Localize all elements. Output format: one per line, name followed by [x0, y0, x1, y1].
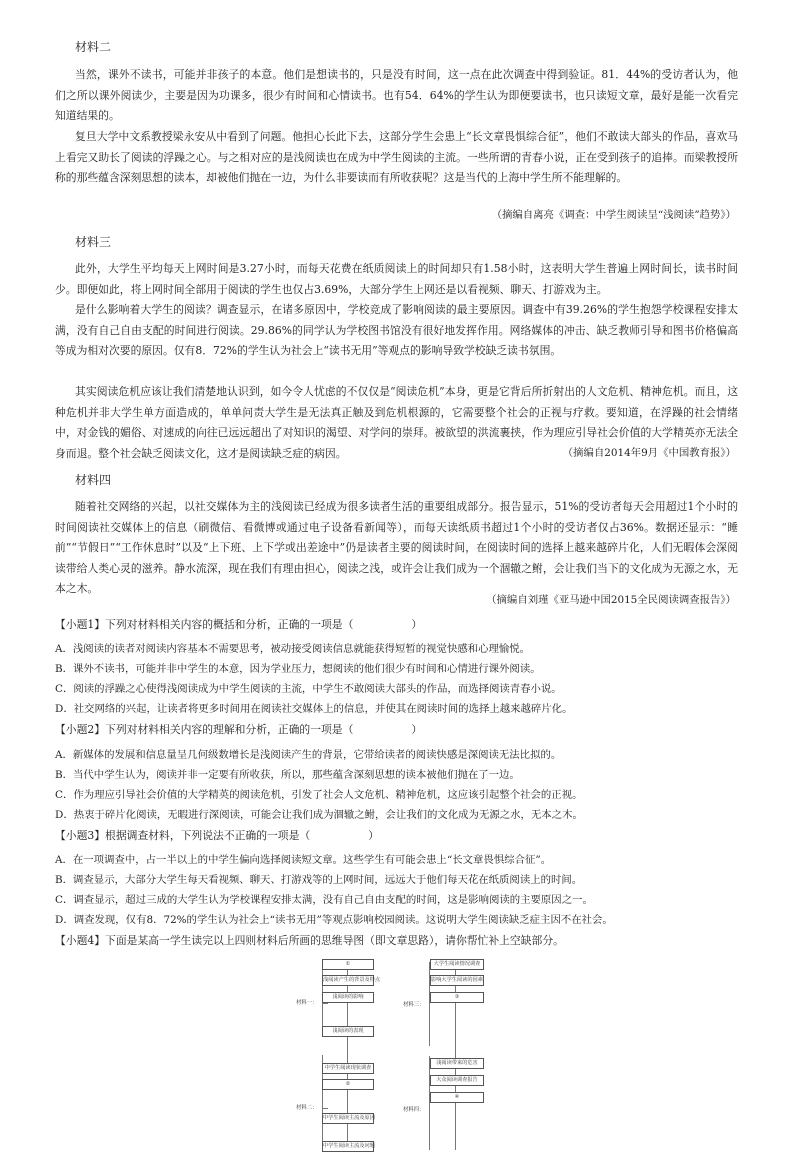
material2-paragraph-1: 当然，课外不读书，可能并非孩子的本意。他们是想读书的，只是没有时间，这一点在此次调查中得到验证。81．44%的受访者认为，他们之所以课外阅读少，主要是因为功课多，很少有时间和心情读书。也有54．64%的学生认为即便要读书，也只读短文章，最好是能一次看完知道结果的。	[55, 68, 738, 122]
question-1-text: 【小题1】下列对材料相关内容的概括和分析，正确的一项是（	[55, 618, 354, 631]
question-3-stem	[55, 826, 745, 846]
mindmap-label-material1: 材料一：	[296, 1000, 318, 1006]
question-2-close: ）	[411, 723, 423, 736]
material3-source: （摘编自2014年9月《中国教育报》）	[562, 447, 736, 459]
mindmap-left-box-1[interactable]: ①	[322, 959, 374, 970]
mindmap-right-box-3[interactable]: ③	[430, 992, 484, 1003]
material3-paragraph-1: 此外，大学生平均每天上网时间是3.27小时，而每天花费在纸质阅读上的时间却只有1.58小时，这表明大学生普遍上网时间长，读书时间少。即便如此，将上网时间全部用于阅读的学生也仅占3.69%，大部分学生上网还是以看视频、聊天、打游戏为主。	[55, 262, 738, 296]
mindmap-right-brace-2	[429, 1056, 430, 1150]
question-1-stem	[55, 615, 745, 635]
mindmap-right-box-6[interactable]: ④	[430, 1092, 484, 1103]
mindmap-right-box-2: 影响大学生阅读的因素	[430, 975, 484, 986]
mindmap-left-box-7: 中学生阅读主流及原因	[322, 1113, 374, 1124]
mindmap-left-box-2: 浅阅读产生的背景及特点	[322, 975, 374, 986]
material2-heading: 材料二	[75, 40, 112, 54]
question-2-stem	[55, 720, 745, 740]
mindmap-label-material3: 材料三：	[403, 1002, 425, 1008]
question-2-text: 【小题2】下列对材料相关内容的理解和分析，正确的一项是（	[55, 723, 354, 736]
mindmap-left-box-8: 中学生阅读主流及问题	[322, 1141, 374, 1152]
material2-source: （摘编自离亮《调查：中学生阅读呈“浅阅读”趋势》）	[491, 209, 736, 221]
question-3-option-d: D．调查发现，仅有8．72%的学生认为社会上“读书无用”等观点影响校园阅读。这说明大学生阅读缺乏症主因不在社会。	[55, 914, 613, 926]
mindmap-left-box-4: 浅阅读的表现	[322, 1026, 374, 1037]
question-1-option-c: C．阅读的浮躁之心使得浅阅读成为中学生阅读的主流，中学生不敢阅读大部头的作品，而选择阅读青春小说。	[55, 683, 562, 695]
question-3-option-b: B．调查显示，大部分大学生每天看视频、聊天、打游戏等的上网时间，远远大于他们每天花在纸质阅读上的时间。	[55, 874, 583, 886]
question-1-option-a: A．浅阅读的读者对阅读内容基本不需要思考，被动接受阅读信息就能获得短暂的视觉快感和心理愉悦。	[55, 643, 531, 655]
mindmap-right-box-5: 大众阅读调查报告	[430, 1075, 484, 1086]
material3-paragraph-2: 是什么影响着大学生的阅读？调查显示，在诸多原因中，学校竞成了影响阅读的最主要原因。调查中有39.26%的学生抱怨学校课程安排太满，没有自己自由支配的时间进行阅读。29.86%的同学认为学校图书馆没有很好地发挥作用。网络媒体的冲击、缺乏教师引导和图书价格偏高等成为相对次要的原因。仅有8．72%的学生认为社会上“读书无用”等观点的影响导致学校缺乏读书氛围。	[55, 303, 738, 357]
question-4-stem: 【小题4】下面是某高一学生读完以上四则材料后所画的思维导图（即文章思路），请你帮忙补上空缺部分。	[55, 934, 564, 947]
material4-heading: 材料四	[75, 473, 112, 487]
material4-paragraph-1: 随着社交网络的兴起，以社交媒体为主的浅阅读已经成为很多读者生活的重要组成部分。报告显示，51%的受访者每天会用超过1个小时的时间阅读社交媒体上的信息（刷微信、看微博或通过电子设备看新闻等），而每天读纸质书超过1个小时的受访者仅占36%。数据还显示：“睡前”“节假日”“工作休息时”以及“上下班、上下学或出差途中”仍是读者主要的阅读时间，在阅读时间的选择上越来越碎片化，人们无暇体会深阅读带给人类心灵的滋养。静水流深，现在我们有理由担心，阅读之浅，或许会让我们成为一个涸辙之鲋，会让我们当下的文化成为无源之水，无本之木。	[55, 500, 738, 595]
mindmap-right-box-4: 浅阅读带来的危害	[430, 1058, 484, 1069]
mindmap-left-box-5: 中学生阅读现状调查	[322, 1063, 374, 1074]
question-2-option-d: D．热衷于碎片化阅读，无暇进行深阅读，可能会让我们成为涸辙之鲋，会让我们的文化成为无源之水，无本之木。	[55, 809, 583, 821]
mindmap-left-box-3: 浅阅读的影响	[322, 992, 374, 1003]
question-3-text: 【小题3】根据调查材料，下列说法不正确的一项是（	[55, 829, 311, 842]
question-1-close: ）	[411, 618, 423, 631]
material4-source: （摘编自刘瑾《亚马逊中国2015全民阅读调查报告》）	[486, 594, 736, 606]
question-3-option-c: C．调查显示，超过三成的大学生认为学校课程安排太满，没有自己自由支配的时间，这是影响阅读的主要原因之一。	[55, 894, 593, 906]
question-1-option-d: D．社交网络的兴起，让读者将更多时间用在阅读社交媒体上的信息，并使其在阅读时间的选择上越来越碎片化。	[55, 703, 573, 715]
mindmap-label-material4: 材料四：	[403, 1107, 425, 1113]
mindmap-right-box-1: 大学生阅读情况调查	[430, 959, 484, 970]
question-2-option-a: A．新媒体的发展和信息量呈几何级数增长是浅阅读产生的背景，它带给读者的阅读快感是深阅读无法比拟的。	[55, 749, 562, 761]
mindmap-label-material2: 材料二：	[296, 1105, 318, 1111]
question-1-option-b: B．课外不读书，可能并非中学生的本意，因为学业压力，想阅读的他们很少有时间和心情进行课外阅读。	[55, 663, 541, 675]
material2-paragraph-2: 复旦大学中文系教授梁永安从中看到了问题。他担心长此下去，这部分学生会患上“长文章畏惧综合征”，他们不敢读大部头的作品，喜欢马上看完又助长了阅读的浮躁之心。与之相对应的是浅阅读也在成为中学生阅读的主流。一些所谓的青春小说，正在受到孩子的追捧。而梁教授所称的那些蕴含深刻思想的读本，却被他们抛在一边，为什么非要读而有所收获呢？这是当代的上海中学生所不能理解的。	[55, 130, 738, 184]
material3-paragraph-3: 其实阅读危机应该让我们清楚地认识到，如今令人忧虑的不仅仅是“阅读危机”本身，更是它背后所折射出的人文危机、精神危机。而且，这种危机并非大学生单方面造成的，单单问责大学生是无法真正触及到危机根源的，它需要整个社会的正视与疗救。要知道，在浮躁的社会情绪中，对金钱的媚俗、对速成的向往已远远超出了对知识的渴望、对学问的崇拜。被欲望的洪流裹挟，作为理应引导社会价值的大学精英亦无法全身而退。整个社会缺乏阅读文化，这才是阅读缺乏症的病因。	[55, 385, 738, 460]
question-2-option-c: C．作为理应引导社会价值的大学精英的阅读危机，引发了社会人文危机、精神危机，这应该引起整个社会的正视。	[55, 789, 583, 801]
question-2-option-b: B．当代中学生认为，阅读并非一定要有所收获，所以，那些蕴含深刻思想的读本被他们抛在了一边。	[55, 769, 520, 781]
question-3-close: ）	[368, 829, 379, 842]
material3-heading: 材料三	[75, 235, 112, 249]
mindmap-left-box-6[interactable]: ②	[322, 1079, 374, 1090]
question-3-option-a: A．在一项调查中，占一半以上的中学生偏向选择阅读短文章。这些学生有可能会患上“长文章畏惧综合征”。	[55, 854, 552, 866]
